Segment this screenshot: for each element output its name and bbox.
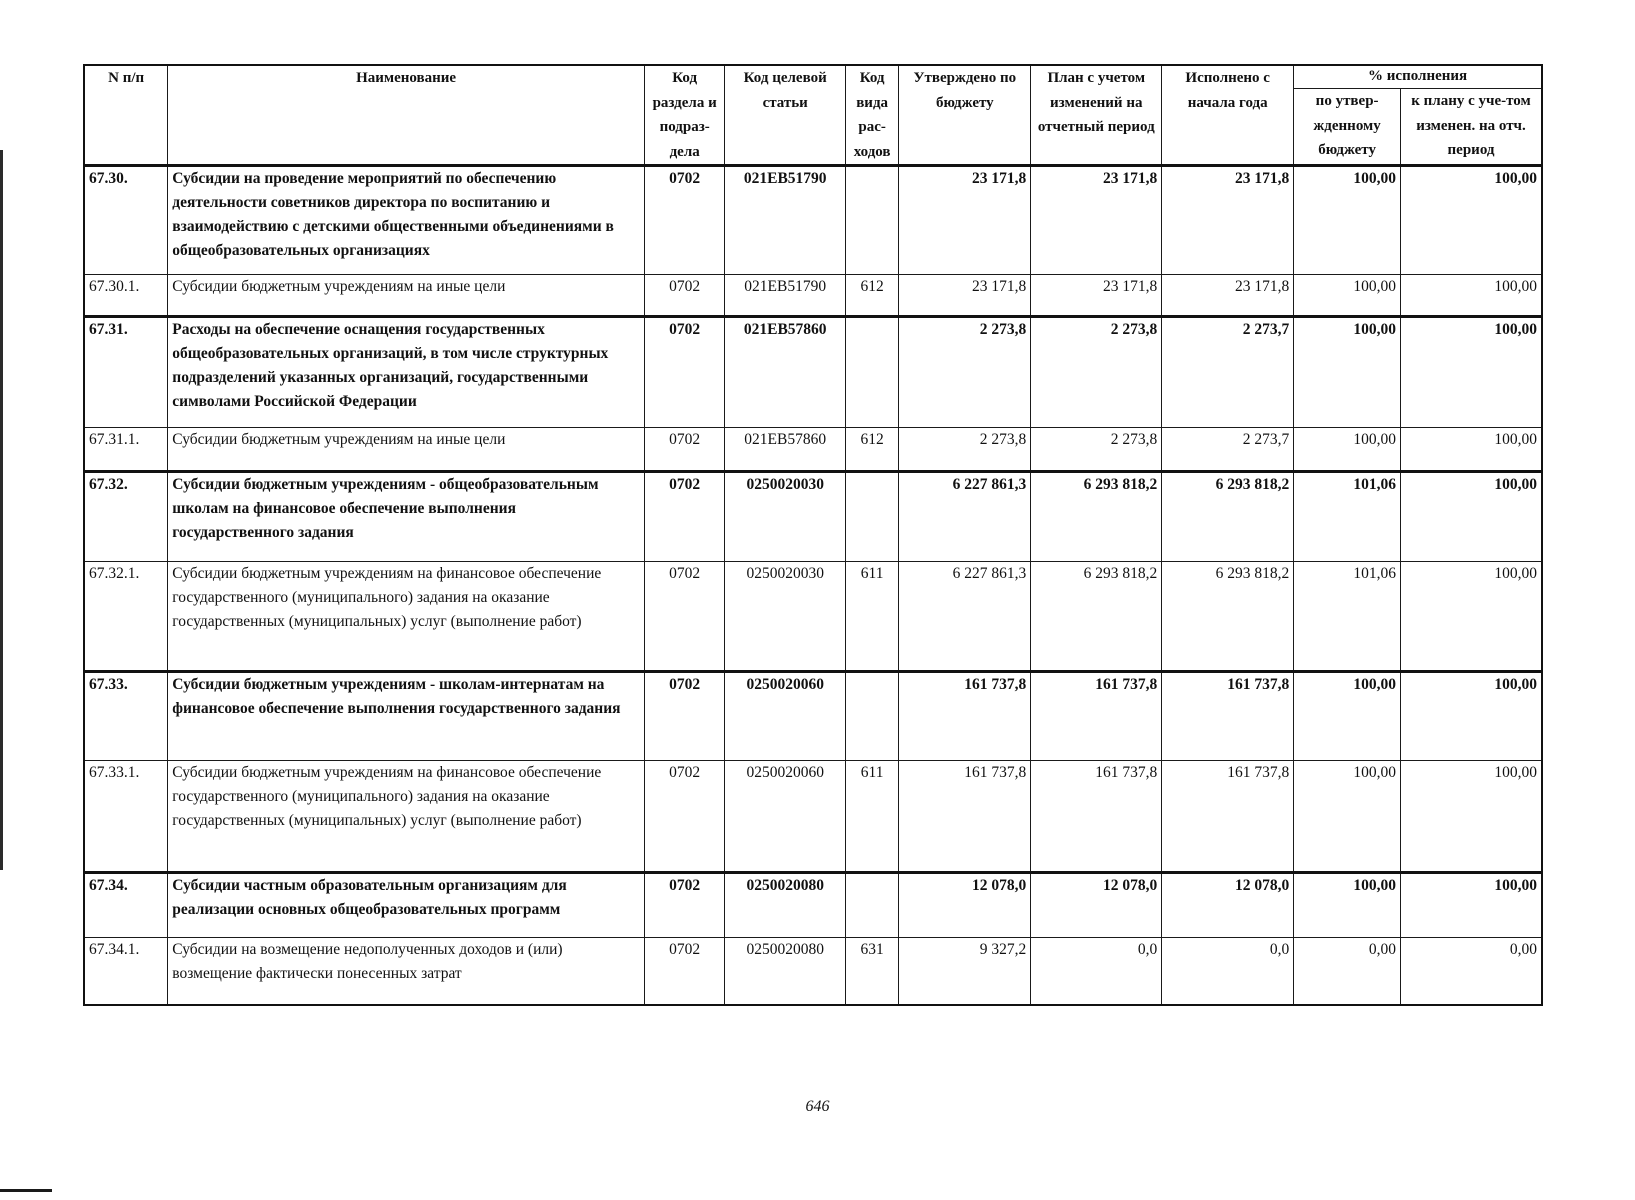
row-name: Субсидии частным образовательным организациям для реализации основных общеобразовательных программ bbox=[168, 873, 645, 938]
row-plan: 6 293 818,2 bbox=[1031, 562, 1162, 672]
row-pct-budget: 100,00 bbox=[1294, 672, 1401, 761]
header-pct-budget: по утвер-жденному бюджету bbox=[1294, 89, 1401, 166]
row-pct-budget: 100,00 bbox=[1294, 166, 1401, 275]
row-approved: 6 227 861,3 bbox=[899, 472, 1031, 562]
header-pct-plan: к плану с уче-том изменен. на отч. период bbox=[1401, 89, 1542, 166]
row-num: 67.32.1. bbox=[84, 562, 168, 672]
header-expense-code: Код вида рас-ходов bbox=[845, 65, 898, 166]
row-name: Субсидии бюджетным учреждениям - школам-интернатам на финансовое обеспечение выполнения государственного задания bbox=[168, 672, 645, 761]
table-row bbox=[84, 873, 1542, 938]
table-row bbox=[84, 428, 1542, 472]
row-num: 67.34.1. bbox=[84, 938, 168, 1006]
row-pct-plan: 100,00 bbox=[1401, 275, 1542, 317]
row-plan: 23 171,8 bbox=[1031, 166, 1162, 275]
row-executed: 12 078,0 bbox=[1162, 873, 1294, 938]
row-pct-budget: 100,00 bbox=[1294, 873, 1401, 938]
row-section-code: 0702 bbox=[644, 166, 725, 275]
row-executed: 2 273,7 bbox=[1162, 428, 1294, 472]
row-num: 67.30.1. bbox=[84, 275, 168, 317]
row-expense-code: 611 bbox=[845, 761, 898, 873]
table-row bbox=[84, 166, 1542, 275]
row-pct-plan: 100,00 bbox=[1401, 672, 1542, 761]
row-approved: 23 171,8 bbox=[899, 166, 1031, 275]
row-executed: 23 171,8 bbox=[1162, 275, 1294, 317]
header-section-code: Код раздела и подраз-дела bbox=[644, 65, 725, 166]
row-pct-budget: 100,00 bbox=[1294, 275, 1401, 317]
row-expense-code bbox=[845, 672, 898, 761]
table-row bbox=[84, 275, 1542, 317]
row-section-code: 0702 bbox=[644, 428, 725, 472]
table-row bbox=[84, 938, 1542, 1006]
row-target-code: 0250020080 bbox=[725, 938, 845, 1006]
row-pct-plan: 100,00 bbox=[1401, 562, 1542, 672]
table-row bbox=[84, 761, 1542, 873]
row-num: 67.33.1. bbox=[84, 761, 168, 873]
table-row bbox=[84, 472, 1542, 562]
row-num: 67.33. bbox=[84, 672, 168, 761]
row-approved: 9 327,2 bbox=[899, 938, 1031, 1006]
row-section-code: 0702 bbox=[644, 761, 725, 873]
row-num: 67.31. bbox=[84, 317, 168, 428]
row-expense-code: 611 bbox=[845, 562, 898, 672]
header-approved: Утверждено по бюджету bbox=[899, 65, 1031, 166]
row-plan: 0,0 bbox=[1031, 938, 1162, 1006]
row-pct-budget: 100,00 bbox=[1294, 761, 1401, 873]
row-approved: 12 078,0 bbox=[899, 873, 1031, 938]
row-expense-code: 612 bbox=[845, 428, 898, 472]
row-executed: 161 737,8 bbox=[1162, 672, 1294, 761]
row-section-code: 0702 bbox=[644, 938, 725, 1006]
row-approved: 161 737,8 bbox=[899, 761, 1031, 873]
row-target-code: 0250020030 bbox=[725, 562, 845, 672]
scan-edge-mark bbox=[0, 150, 3, 870]
row-pct-plan: 100,00 bbox=[1401, 873, 1542, 938]
row-section-code: 0702 bbox=[644, 562, 725, 672]
row-target-code: 021EB51790 bbox=[725, 166, 845, 275]
scan-corner-mark bbox=[0, 1189, 52, 1192]
row-pct-plan: 100,00 bbox=[1401, 761, 1542, 873]
header-row-1 bbox=[84, 65, 1542, 89]
header-name: Наименование bbox=[168, 65, 645, 166]
row-name: Субсидии бюджетным учреждениям - общеобразовательным школам на финансовое обеспечение выполнения государственного задания bbox=[168, 472, 645, 562]
row-pct-budget: 100,00 bbox=[1294, 317, 1401, 428]
header-percent: % исполнения bbox=[1294, 65, 1542, 89]
header-num: N п/п bbox=[84, 65, 168, 166]
row-name: Субсидии бюджетным учреждениям на финансовое обеспечение государственного (муниципального) задания на оказание государственных (муниципальных) услуг (выполнение работ) bbox=[168, 562, 645, 672]
row-name: Субсидии на проведение мероприятий по обеспечению деятельности советников директора по воспитанию и взаимодействию с детскими общественными объединениями в общеобразовательных организациях bbox=[168, 166, 645, 275]
row-num: 67.34. bbox=[84, 873, 168, 938]
row-pct-budget: 100,00 bbox=[1294, 428, 1401, 472]
row-approved: 2 273,8 bbox=[899, 317, 1031, 428]
row-name: Субсидии бюджетным учреждениям на финансовое обеспечение государственного (муниципального) задания на оказание государственных (муниципальных) услуг (выполнение работ) bbox=[168, 761, 645, 873]
budget-execution-table bbox=[83, 64, 1543, 1006]
row-plan: 12 078,0 bbox=[1031, 873, 1162, 938]
row-target-code: 0250020030 bbox=[725, 472, 845, 562]
row-section-code: 0702 bbox=[644, 275, 725, 317]
row-plan: 161 737,8 bbox=[1031, 672, 1162, 761]
row-target-code: 021EB57860 bbox=[725, 428, 845, 472]
row-expense-code bbox=[845, 873, 898, 938]
row-pct-budget: 0,00 bbox=[1294, 938, 1401, 1006]
header-target-code: Код целевой статьи bbox=[725, 65, 845, 166]
row-expense-code bbox=[845, 166, 898, 275]
row-executed: 0,0 bbox=[1162, 938, 1294, 1006]
row-approved: 6 227 861,3 bbox=[899, 562, 1031, 672]
row-num: 67.31.1. bbox=[84, 428, 168, 472]
row-plan: 2 273,8 bbox=[1031, 428, 1162, 472]
row-target-code: 0250020060 bbox=[725, 761, 845, 873]
row-plan: 23 171,8 bbox=[1031, 275, 1162, 317]
row-approved: 23 171,8 bbox=[899, 275, 1031, 317]
row-plan: 2 273,8 bbox=[1031, 317, 1162, 428]
table-row bbox=[84, 672, 1542, 761]
row-executed: 2 273,7 bbox=[1162, 317, 1294, 428]
row-target-code: 021EB51790 bbox=[725, 275, 845, 317]
row-target-code: 021EB57860 bbox=[725, 317, 845, 428]
row-name: Субсидии бюджетным учреждениям на иные цели bbox=[168, 428, 645, 472]
page-number: 646 bbox=[805, 1098, 830, 1115]
row-pct-plan: 100,00 bbox=[1401, 428, 1542, 472]
row-pct-plan: 100,00 bbox=[1401, 317, 1542, 428]
header-plan: План с учетом изменений на отчетный период bbox=[1031, 65, 1162, 166]
row-target-code: 0250020080 bbox=[725, 873, 845, 938]
row-section-code: 0702 bbox=[644, 317, 725, 428]
row-target-code: 0250020060 bbox=[725, 672, 845, 761]
row-name: Субсидии бюджетным учреждениям на иные цели bbox=[168, 275, 645, 317]
row-name: Расходы на обеспечение оснащения государственных общеобразовательных организаций, в том числе структурных подразделений указанных организаций, государственными символами Российской Федерации bbox=[168, 317, 645, 428]
row-expense-code: 612 bbox=[845, 275, 898, 317]
row-executed: 6 293 818,2 bbox=[1162, 472, 1294, 562]
row-plan: 161 737,8 bbox=[1031, 761, 1162, 873]
row-expense-code bbox=[845, 317, 898, 428]
row-pct-budget: 101,06 bbox=[1294, 472, 1401, 562]
row-executed: 6 293 818,2 bbox=[1162, 562, 1294, 672]
row-section-code: 0702 bbox=[644, 672, 725, 761]
row-section-code: 0702 bbox=[644, 472, 725, 562]
row-name: Субсидии на возмещение недополученных доходов и (или) возмещение фактически понесенных затрат bbox=[168, 938, 645, 1006]
row-approved: 161 737,8 bbox=[899, 672, 1031, 761]
row-approved: 2 273,8 bbox=[899, 428, 1031, 472]
row-executed: 23 171,8 bbox=[1162, 166, 1294, 275]
row-pct-plan: 100,00 bbox=[1401, 166, 1542, 275]
row-pct-plan: 100,00 bbox=[1401, 472, 1542, 562]
row-num: 67.30. bbox=[84, 166, 168, 275]
row-num: 67.32. bbox=[84, 472, 168, 562]
row-plan: 6 293 818,2 bbox=[1031, 472, 1162, 562]
row-pct-plan: 0,00 bbox=[1401, 938, 1542, 1006]
row-expense-code: 631 bbox=[845, 938, 898, 1006]
table-row bbox=[84, 317, 1542, 428]
header-executed: Исполнено с начала года bbox=[1162, 65, 1294, 166]
table-row bbox=[84, 562, 1542, 672]
row-expense-code bbox=[845, 472, 898, 562]
row-section-code: 0702 bbox=[644, 873, 725, 938]
row-pct-budget: 101,06 bbox=[1294, 562, 1401, 672]
row-executed: 161 737,8 bbox=[1162, 761, 1294, 873]
